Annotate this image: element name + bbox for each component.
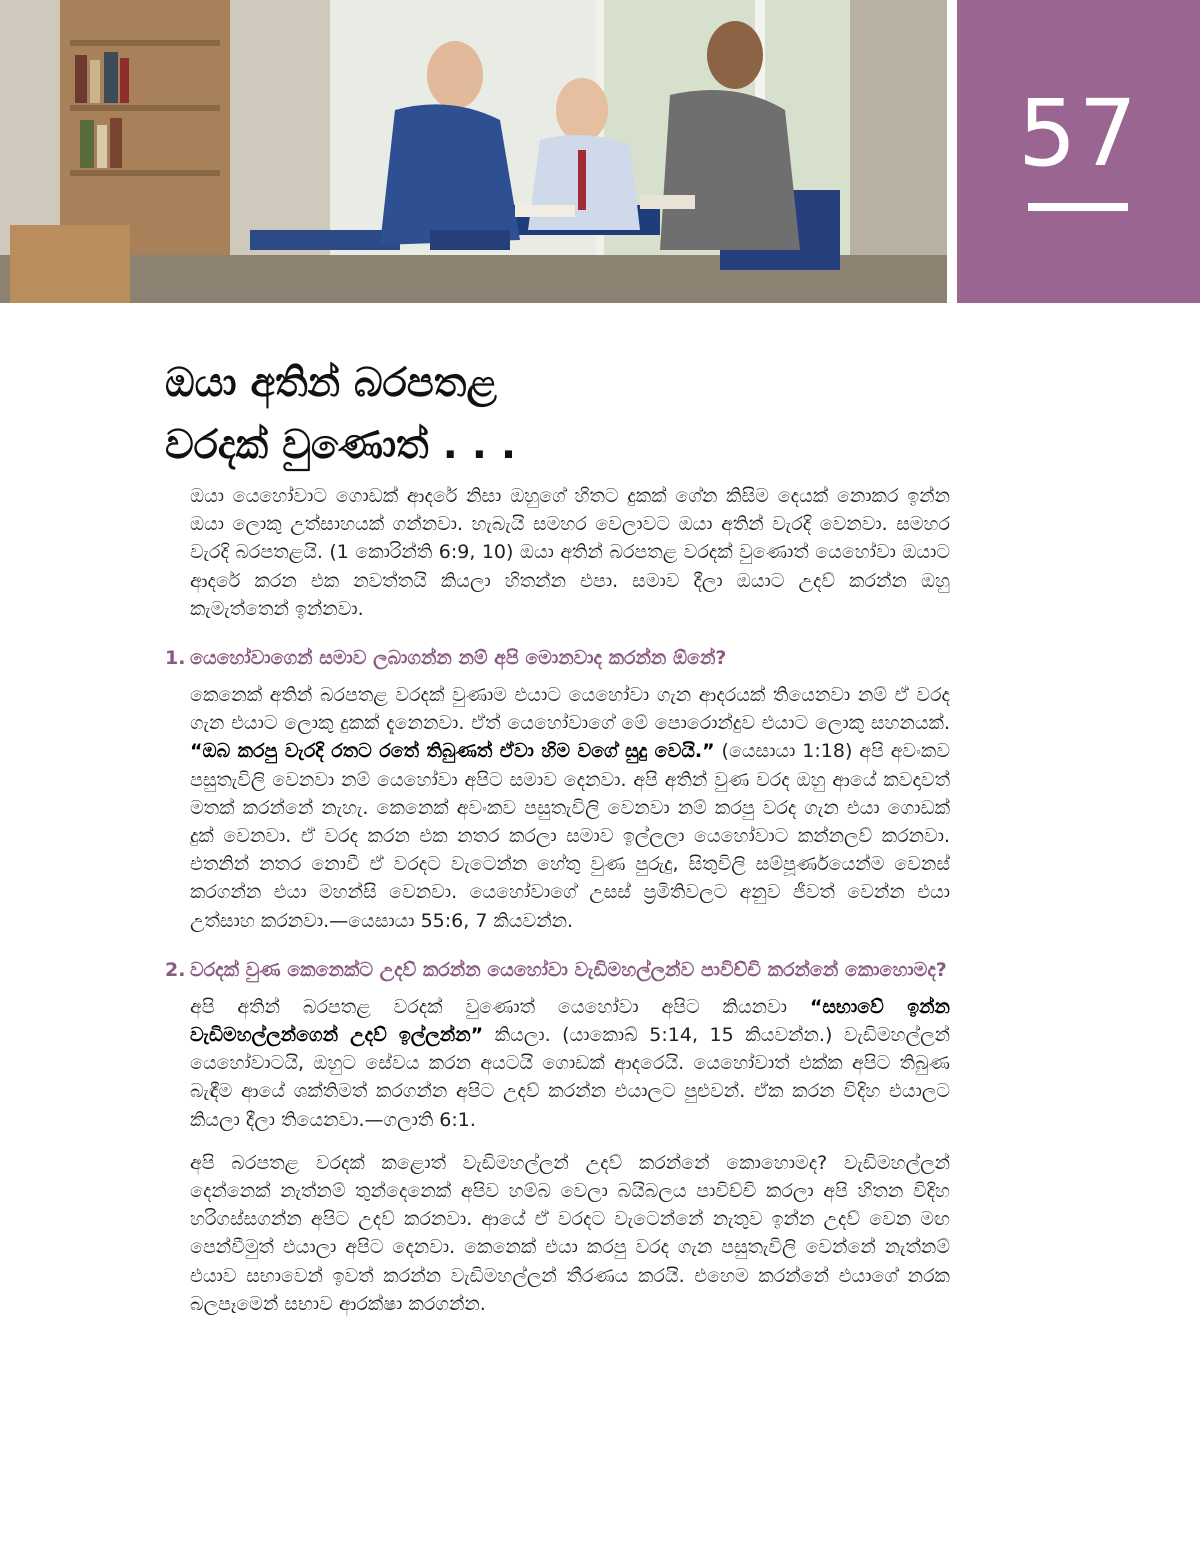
lesson-body: [165, 482, 950, 1333]
section-2-paragraph-2: අපි බරපතළ වරදක් කළොත් වැඩිමහල්ලන් උදව් කරන්නේ කොහොමද? වැඩිමහල්ලන් දෙන්නෙක් නැත්නම් තුන්දෙනෙක් අපිව හම්බ වෙලා බයිබලය පාවිච්චි කරලා අපි හිතන විදිහ හරිගස්සගන්න අපිට උදව් කරනවා. ආයේ ඒ වරදට වැටෙන්නේ නැතුව ඉන්න උදව් වෙන මඟ පෙන්වීමුත් එයාලා අපිට දෙනවා. කෙනෙක් එයා කරපු වරද ගැන පසුතැවිලි වෙන්නේ නැත්නම් එයාව සභාවෙන් ඉවත් කරන්න වැඩිමහල්ලන් තීරණය කරයි. එහෙම කරන්නේ එයාගේ නරක බලපෑමෙන් සභාව ආරක්ෂා කරගන්න.: [190, 1151, 950, 1315]
lesson-number-box: [957, 0, 1200, 303]
lesson-number: 57: [1017, 80, 1140, 187]
section-1-scripture-quote: “ඔබ කරපු වැරදි රතට රතේ තිබුණත් ඒවා හිම වගේ සුදු වෙයි.”: [190, 740, 715, 763]
question-1-number: 1.: [165, 647, 186, 670]
hero-photo: [0, 0, 947, 303]
section-2-scripture-quote: “සභාවේ ඉන්න වැඩිමහල්ලන්ගෙන් උදව් ඉල්ලන්න”: [190, 995, 950, 1047]
section-1-text-after: (යෙසායා 1:18) අපි අවංකව පසුතැවිලි වෙනවා නම් යෙහෝවා අපිට සමාව දෙනවා. අපි අතින් වුණ වරද ඔහු ආයේ කවදාවත් මතක් කරන්නේ නැහැ. කෙනෙක් අවංකව පසුතැවිලි වෙනවා නම් කරපු වරද ගැන එයා ගොඩක් දුක් වෙනවා. ඒ වරද කරන එක නතර කරලා සමාව ඉල්ලලා යෙහෝවාට කන්නලව් කරනවා. එතනින් නතර නොවී ඒ වරදට වැටෙන්න හේතු වුණ පුරුදු, සිතුවිලි සම්පූර්ණයෙන්ම වෙනස් කරගන්න එයා මහන්සි වෙනවා. යෙහෝවාගේ උසස් ප්‍රමිතිවලට අනුව ජීවත් වෙන්න එයා උත්සාහ කරනවා.—යෙසායා 55:6, 7 කියවන්න.: [190, 740, 950, 932]
intro-paragraph: ඔයා යෙහෝවාට ගොඩක් ආදරේ නිසා ඔහුගේ හිතට දුකක් ගේන කිසිම දෙයක් නොකර ඉන්න ඔයා ලොකු උත්සාහයක් ගන්නවා. හැබැයි සමහර වෙලාවට ඔයා අතින් වැරදි වෙනවා. සමහර වැරදි බරපතළයි. (1 කොරින්ති 6:9, 10) ඔයා අතින් බරපතළ වරදක් වුණොත් යෙහෝවා ඔයාට ආදරේ කරන එක නවත්තයි කියලා හිතන්න එපා. සමාව දීලා ඔයාට උදව් කරන්න ඔහු කැමැත්තෙන් ඉන්නවා.: [190, 485, 950, 620]
photo-elders-counseling: [0, 0, 947, 303]
title-line-1: ඔයා අතින් බරපතළ: [165, 360, 497, 406]
question-2: [165, 957, 950, 983]
section-2-text-before: අපි අතින් බරපතළ වරදක් වුණොත් යෙහෝවා අපිට කියනවා: [190, 995, 787, 1018]
question-2-number: 2.: [165, 958, 186, 981]
section-2-paragraph-1: [190, 993, 950, 1134]
section-1-text-before: කෙනෙක් අතින් බරපතළ වරදක් වුණාම එයාට යෙහෝවා ගැන ආදරයක් තියෙනවා නම් ඒ වරද ගැන එයාට ලොකු දුකක් දැනෙනවා. ඒත් යෙහෝවාගේ මේ පොරොන්දුව එයාට ලොකු සහනයක්.: [190, 684, 950, 735]
section-2-text-after: කියලා. (යාකොබ් 5:14, 15 කියවන්න.) වැඩිමහල්ලන් යෙහෝවාටයි, ඔහුට සේවය කරන අයටයි ගොඩක් ආදරෙයි. යෙහෝවාත් එක්ක අපිට තිබුණ බැඳීම ආයේ ශක්තිමත් කරගන්න අපිට උදව් කරන්න එයාලට පුළුවන්. ඒක කරන විදිහ එයාලට කියලා දීලා තියෙනවා.—ගලාති 6:1.: [190, 1024, 951, 1131]
question-1: [165, 645, 950, 671]
section-1-paragraph: [190, 681, 950, 935]
question-2-text: වරදක් වුණ කෙනෙක්ට උදව් කරන්න යෙහෝවා වැඩිමහල්ලන්ව පාවිච්චි කරන්නේ කොහොමද?: [190, 958, 947, 981]
lesson-number-underline: [1028, 203, 1128, 211]
title-line-2: වරදක් වුණොත් . . .: [165, 422, 517, 468]
lesson-title: [165, 352, 925, 476]
question-1-text: යෙහෝවාගෙන් සමාව ලබාගන්න නම් අපි මොනවාද කරන්න ඕනේ?: [190, 647, 727, 670]
